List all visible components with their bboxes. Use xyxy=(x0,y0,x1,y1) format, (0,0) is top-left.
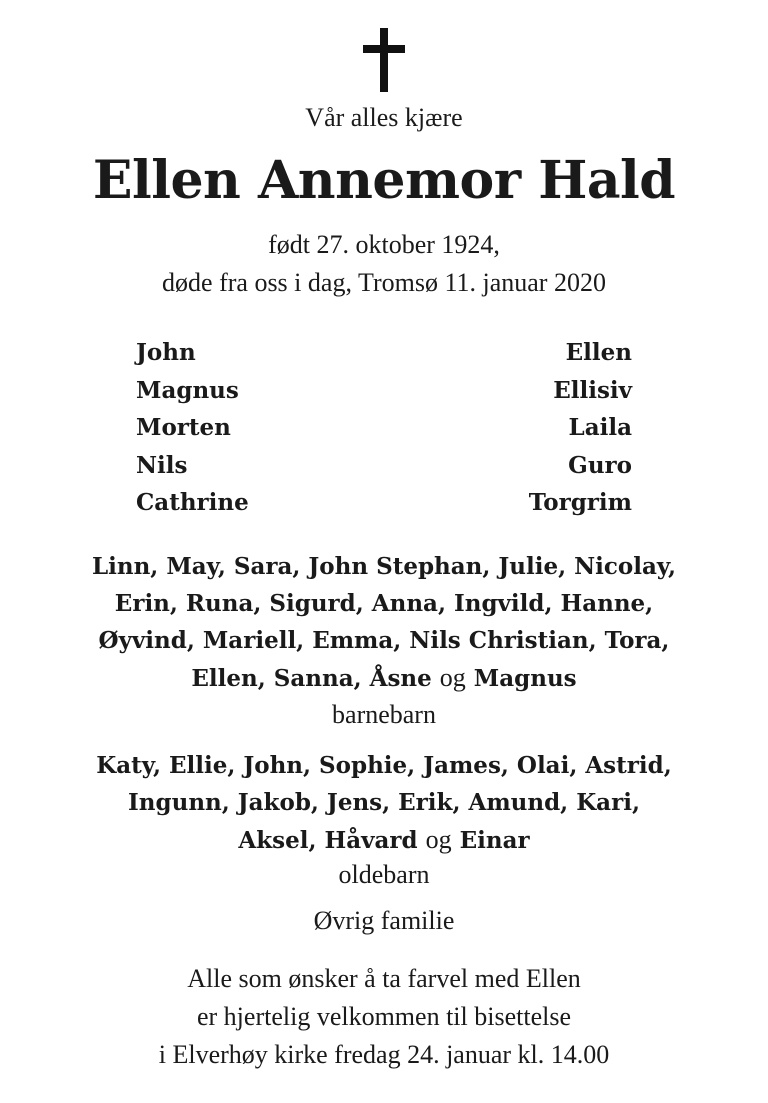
great-grandchildren-list xyxy=(0,747,768,859)
children-left-column xyxy=(136,334,249,522)
closing-line: i Elverhøy kirke fredag 24. januar kl. 14.00 xyxy=(158,1040,610,1069)
child-name: Cathrine xyxy=(136,489,249,516)
great-grandchildren-names: Einar xyxy=(459,827,530,854)
children-right-column xyxy=(529,334,632,522)
child-name: Morten xyxy=(136,414,231,441)
child-name: Laila xyxy=(568,414,632,441)
great-grandchildren-caption: oldebarn xyxy=(338,860,430,889)
grandchildren-list xyxy=(0,548,768,697)
closing-line: er hjertelig velkommen til bisettelse xyxy=(196,1002,571,1031)
great-grandchildren-names: Aksel, Håvard xyxy=(238,827,418,854)
child-name: Nils xyxy=(136,451,188,479)
grandchildren-row: Erin, Runa, Sigurd, Anna, Ingvild, Hanne, xyxy=(114,590,654,617)
child-name: John xyxy=(136,339,196,366)
conjunction: og xyxy=(425,825,452,854)
great-grandchildren-row xyxy=(0,821,768,859)
cross-icon xyxy=(363,28,405,92)
other-family: Øvrig familie xyxy=(313,906,455,935)
deceased-name: Ellen Annemor Hald xyxy=(92,150,676,211)
grandchildren-names: Magnus xyxy=(473,665,577,692)
child-name: Torgrim xyxy=(528,489,632,516)
child-name: Ellen xyxy=(565,339,632,366)
grandchildren-row: Linn, May, Sara, John Stephan, Julie, Nicolay, xyxy=(91,553,677,580)
closing-line: Alle som ønsker å ta farvel med Ellen xyxy=(187,964,581,993)
birth-date: født 27. oktober 1924, xyxy=(268,230,500,259)
child-name: Guro xyxy=(568,451,632,479)
closing-message xyxy=(0,960,768,1074)
great-grandchildren-row: Katy, Ellie, John, Sophie, James, Olai, Astrid, xyxy=(96,752,672,779)
grandchildren-row xyxy=(0,659,768,697)
child-name: Magnus xyxy=(136,376,239,404)
child-name: Ellisiv xyxy=(553,376,632,404)
grandchildren-row: Øyvind, Mariell, Emma, Nils Christian, Tora, xyxy=(98,627,670,654)
children-list xyxy=(136,334,632,524)
death-date: døde fra oss i dag, Tromsø 11. januar 2020 xyxy=(162,268,606,297)
intro-text: Vår alles kjære xyxy=(305,103,463,132)
grandchildren-caption: barnebarn xyxy=(332,700,436,729)
conjunction: og xyxy=(439,663,466,692)
grandchildren-names: Ellen, Sanna, Åsne xyxy=(191,665,432,692)
great-grandchildren-row: Ingunn, Jakob, Jens, Erik, Amund, Kari, xyxy=(128,789,640,816)
